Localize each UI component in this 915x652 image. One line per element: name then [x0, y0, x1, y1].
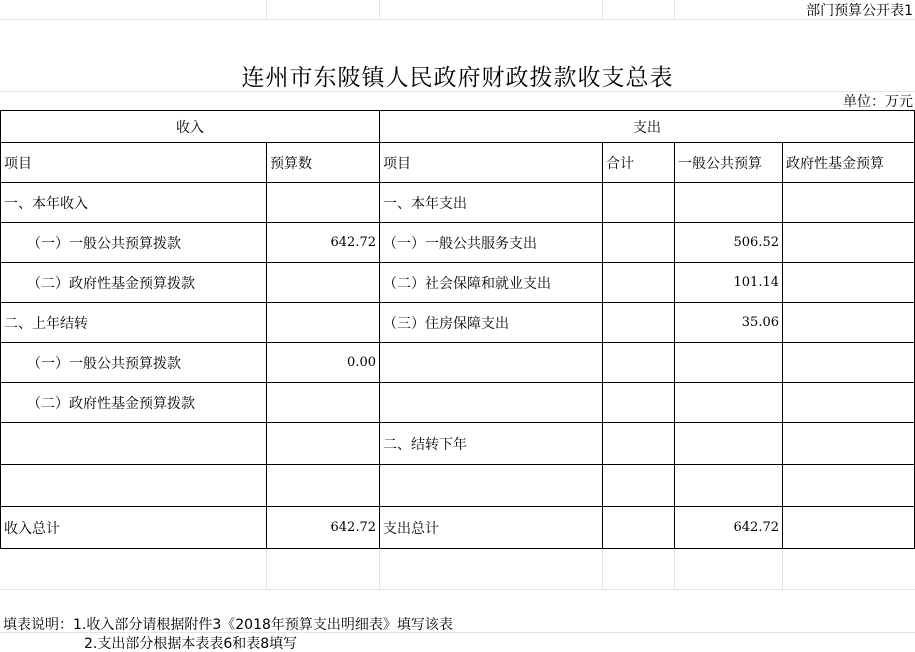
income-label-cell — [1, 465, 266, 506]
expense-general-cell — [675, 183, 782, 222]
expense-label-cell — [380, 383, 602, 422]
income-section-header: 收入 — [176, 119, 204, 136]
income-value-cell — [267, 383, 379, 422]
income-budget-column-header: 预算数 — [270, 155, 312, 172]
page-title: 连州市东陂镇人民政府财政拨款收支总表 — [241, 64, 674, 91]
expense-total-cell — [603, 343, 674, 382]
expense-section-header: 支出 — [633, 119, 661, 136]
expense-label-cell: 二、结转下年 — [383, 436, 467, 453]
expense-general-cell: 35.06 — [741, 315, 779, 330]
expense-fund-cell — [783, 465, 914, 506]
expense-fund-cell — [783, 383, 914, 422]
expense-fund-cell — [783, 223, 914, 262]
expense-total-column-header: 合计 — [606, 155, 634, 172]
income-value-cell — [267, 303, 379, 342]
expense-total-cell — [603, 383, 674, 422]
expense-label-cell: （三）住房保障支出 — [383, 315, 509, 332]
income-total-label: 收入总计 — [4, 520, 60, 537]
expense-total-cell — [603, 423, 674, 464]
expense-fund-cell — [783, 183, 914, 222]
income-value-cell — [267, 465, 379, 506]
income-label-cell: （一）一般公共预算拨款 — [27, 355, 181, 372]
income-label-cell — [1, 423, 266, 464]
expense-total-cell — [603, 303, 674, 342]
income-value-cell — [267, 263, 379, 302]
expense-fund-cell — [783, 423, 914, 464]
unit-label: 单位：万元 — [843, 94, 913, 110]
income-value-cell: 0.00 — [347, 355, 376, 370]
expense-total-cell — [603, 465, 674, 506]
income-total-value: 642.72 — [330, 520, 376, 535]
note-line-2: 2.支出部分根据本表表6和表8填写 — [84, 635, 298, 652]
income-label-cell: 一、本年收入 — [4, 195, 88, 212]
income-label-cell: （二）政府性基金预算拨款 — [27, 275, 195, 292]
expense-total-cell — [603, 263, 674, 302]
expense-fund-cell — [783, 343, 914, 382]
expense-label-cell — [380, 465, 602, 506]
income-value-cell — [267, 183, 379, 222]
income-item-column-header: 项目 — [4, 155, 32, 172]
note-line-1: 填表说明：1.收入部分请根据附件3《2018年预算支出明细表》填写该表 — [3, 617, 453, 633]
expense-label-cell: （二）社会保障和就业支出 — [383, 275, 551, 292]
expense-label-cell: 一、本年支出 — [383, 195, 467, 212]
expense-total-cell — [603, 183, 674, 222]
expense-total-fund — [783, 507, 914, 548]
expense-total-cell — [603, 223, 674, 262]
income-label-cell: （二）政府性基金预算拨款 — [27, 395, 195, 412]
expense-total-label: 支出总计 — [383, 520, 439, 537]
expense-total-sum — [603, 507, 674, 548]
expense-general-cell — [675, 465, 782, 506]
expense-label-cell: （一）一般公共服务支出 — [383, 235, 537, 252]
expense-general-cell — [675, 343, 782, 382]
expense-item-column-header: 项目 — [383, 155, 411, 172]
expense-label-cell — [380, 343, 602, 382]
expense-general-cell — [675, 423, 782, 464]
expense-general-cell — [675, 383, 782, 422]
form-tag: 部门预算公开表1 — [806, 3, 913, 19]
income-label-cell: （一）一般公共预算拨款 — [27, 235, 181, 252]
expense-fund-column-header: 政府性基金预算 — [786, 155, 884, 172]
expense-general-cell: 101.14 — [733, 275, 779, 290]
expense-fund-cell — [783, 303, 914, 342]
income-label-cell: 二、上年结转 — [4, 315, 88, 332]
expense-general-column-header: 一般公共预算 — [678, 155, 762, 172]
income-value-cell — [267, 423, 379, 464]
expense-total-general: 642.72 — [733, 520, 779, 535]
income-value-cell: 642.72 — [330, 235, 376, 250]
expense-general-cell: 506.52 — [733, 235, 779, 250]
expense-fund-cell — [783, 263, 914, 302]
